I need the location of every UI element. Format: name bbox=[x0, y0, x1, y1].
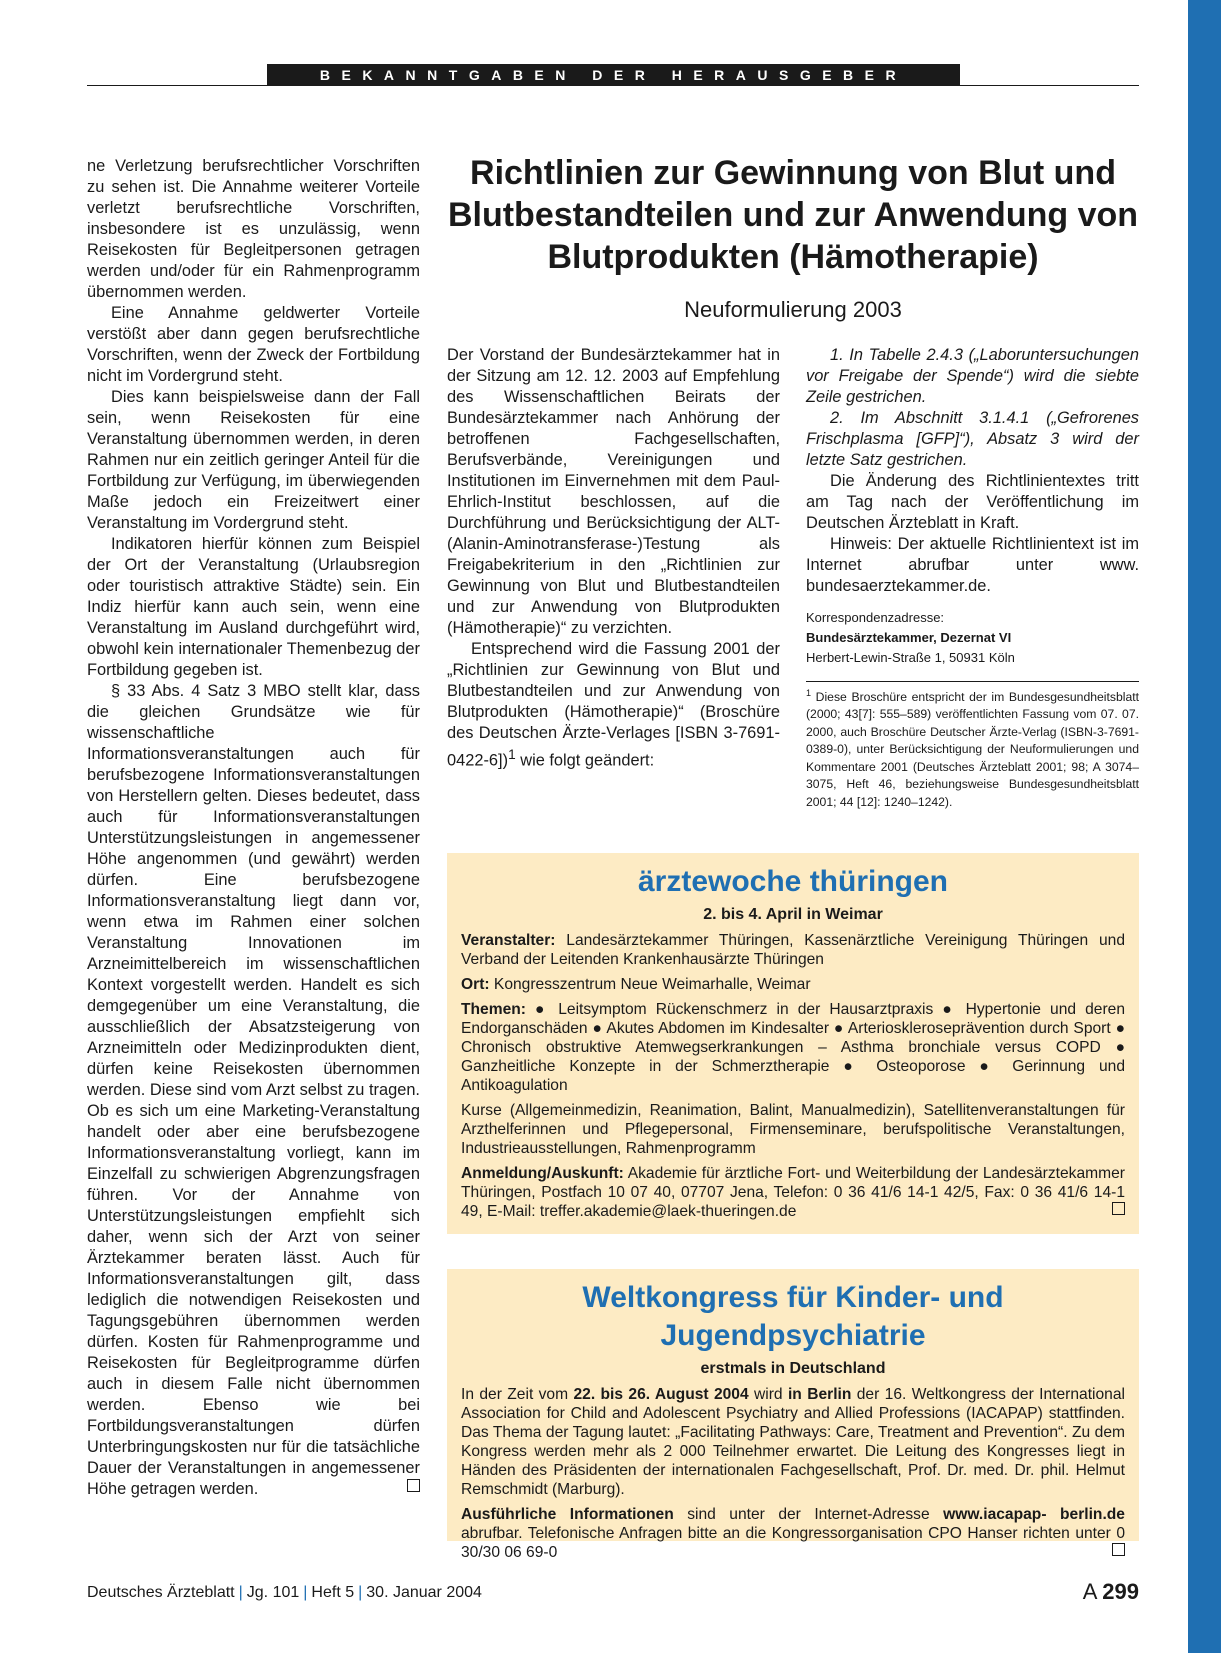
end-mark-icon bbox=[1112, 1543, 1125, 1556]
paragraph bbox=[87, 681, 420, 1500]
box-label: Ort: bbox=[461, 976, 490, 993]
paragraph: Eine Annahme geldwerter Vorteile verstößt aber dann gegen berufsrechtliche Vorschriften, wenn der Zweck der Fortbildung nicht im Vordergrund steht. bbox=[87, 304, 420, 385]
box-text: In der Zeit vom bbox=[461, 1386, 574, 1403]
paragraph: ne Verletzung berufsrechtlicher Vorschriften zu sehen ist. Die Annahme weiterer Vorteile verletzt berufsrechtliche Vorschriften, insbesondere ist es unzulässig, wenn Reisekosten für Begleitpersonen getragen werden und/oder für ein Rahmenprogramm übernommen werden. bbox=[87, 157, 420, 301]
end-mark-icon bbox=[407, 1479, 420, 1492]
box-paragraph bbox=[461, 931, 1125, 969]
header-rule bbox=[87, 85, 1139, 86]
event-place: in Berlin bbox=[787, 1386, 852, 1403]
box-subtitle: erstmals in Deutschland bbox=[700, 1360, 886, 1377]
box-text: ● Leitsymptom Rückenschmerz in der Hausarztpraxis ● Hypertonie und deren Endorganschäden ● Akutes Abdomen im Kindesalter ● Arterioskleroseprävention durch Sport ● Chronisch obstruktive Atemwegserkrankungen – Asthma bronchiale versus COPD ● Ganzheitliche Konzepte in der Schmerztherapie ● Osteoporose ● Gerinnung und Antikoagulation bbox=[461, 1001, 1125, 1094]
event-date: 22. bis 26. August 2004 bbox=[573, 1386, 749, 1403]
paragraph: Indikatoren hierfür können zum Beispiel der Ort der Veranstaltung (Urlaubsregion oder touristisch attraktive Städte) sein. Ein Indiz hierfür kann auch sein, wenn eine Veranstaltung im Ausland durchgeführt wird, obwohl kein internationaler Themenbezug der Fortbildung gegeben ist. bbox=[87, 535, 420, 679]
paragraph: Dies kann beispielsweise dann der Fall sein, wenn Reisekosten für eine Veranstaltung übernommen werden, in deren Rahmen nur ein zeitlich geringer Anteil für die Fortbildung zur Verfügung, im überwiegenden Maße jedoch ein Freizeitwert einer Veranstaltung im Vordergrund steht. bbox=[87, 388, 420, 532]
paragraph-text: wie folgt geändert: bbox=[515, 751, 655, 770]
box-text: der 16. Weltkongress der International Association for Child and Adolescent Psychiatry and Allied Professions (IACAPAP) stattfinden. Das Thema der Tagung lautet: „Facilitating Pathways: Care, Treatment and Prevention“. Zu dem Kongress werden mehr als 2 000 Teilnehmer erwartet. Die Leitung des Kongresses liegt in Händen des Präsidenten der internationalen Fachgesellschaft, Prof. Dr. med. Dr. phil. Helmut Remschmidt (Marburg). bbox=[461, 1386, 1125, 1498]
box-paragraph: Kurse (Allgemeinmedizin, Reanimation, Balint, Manualmedizin), Satellitenveranstaltungen für Arzthelferinnen und Pflegepersonal, Firmenseminare, berufspolitische Veranstaltungen, Industrieausstellungen, Rahmenprogramm bbox=[461, 1102, 1125, 1157]
left-column bbox=[87, 156, 420, 1500]
section-header: BEKANNTGABEN DER HERAUSGEBER bbox=[267, 64, 960, 86]
page-footer bbox=[87, 1583, 482, 1603]
box-text: Landesärztekammer Thüringen, Kassenärztliche Vereinigung Thüringen und Verband der Leitenden Krankenhausärzte Thüringen bbox=[461, 932, 1125, 968]
issue-date: 30. Januar 2004 bbox=[366, 1584, 482, 1601]
announcement-box-weltkongress bbox=[447, 1269, 1139, 1561]
journal-name: Deutsches Ärzteblatt bbox=[87, 1584, 235, 1601]
box-label: Themen: bbox=[461, 1001, 526, 1018]
box-label: Veranstalter: bbox=[461, 932, 556, 949]
correspondence-name: Bundesärztekammer, Dezernat VI bbox=[806, 630, 1012, 645]
footnote-ref: 1 bbox=[508, 747, 516, 762]
footer-separator: | bbox=[238, 1584, 243, 1601]
correspondence-label: Korrespondenzadresse: bbox=[806, 610, 945, 625]
box-text: abrufbar. Telefonische Anfragen bitte an die Kongressorganisation CPO Hanser richten unter 0 30/30 06 69-0 bbox=[461, 1525, 1125, 1561]
page-number bbox=[1040, 1578, 1139, 1606]
footnote-mark: 1 bbox=[806, 688, 812, 698]
box-text: Akademie für ärztliche Fort- und Weiterbildung der Landesärztekammer Thüringen, Postfach 10 07 40, 07707 Jena, Telefon: 0 36 41/6 14-1 42/5, Fax: 0 36 41/6 14-1 49, E-Mail: treffer.akademie@laek-thueringen.de bbox=[461, 1165, 1125, 1220]
announcement-box-aerztewoche bbox=[447, 853, 1139, 1234]
box-subtitle: 2. bis 4. April in Weimar bbox=[703, 906, 883, 923]
paragraph: 1. In Tabelle 2.4.3 („Laboruntersuchungen vor Freigabe der Spende“) wird die siebte Zeile gestrichen. bbox=[806, 346, 1139, 406]
journal-volume: Jg. 101 bbox=[246, 1584, 300, 1601]
box-paragraph bbox=[461, 1000, 1125, 1095]
box-paragraph bbox=[461, 1385, 1125, 1499]
box-label: Anmeldung/Auskunft: bbox=[461, 1165, 624, 1182]
box-title: Weltkongress für Kinder- und Jugendpsychiatrie bbox=[582, 1281, 1004, 1352]
box-label: Ausführliche Informationen bbox=[461, 1506, 674, 1523]
paragraph: 2. Im Abschnitt 3.1.4.1 („Gefrorenes Frischplasma [GFP]“), Absatz 3 wird der letzte Satz gestrichen. bbox=[806, 409, 1139, 469]
article-subtitle: Neuformulierung 2003 bbox=[684, 297, 902, 322]
paragraph bbox=[447, 639, 780, 771]
box-title: ärztewoche thüringen bbox=[637, 865, 949, 898]
box-text: Kongresszentrum Neue Weimarhalle, Weimar bbox=[489, 976, 811, 993]
footnote-text: Diese Broschüre entspricht der im Bundesgesundheitsblatt (2000; 43[7]: 555–589) veröffentlichten Fassung vom 07. 07. 2000, auch Broschüre Deutscher Ärzte-Verlag (ISBN-3-7691-0389-0), unter Berücksichtigung der Neuformulierungen und Kommentare 2001 (Deutsches Ärzteblatt 2001; 98; A 3074–3075, Heft 46, beziehungsweise Bundesgesundheitsblatt 2001; 44 [12]: 1240–1242). bbox=[806, 690, 1139, 809]
side-color-bar bbox=[1188, 0, 1221, 1653]
box-paragraph bbox=[461, 1505, 1125, 1562]
end-mark-icon bbox=[1112, 1202, 1125, 1215]
article-column-middle bbox=[447, 345, 780, 771]
page-prefix: A bbox=[1082, 1579, 1103, 1604]
paragraph: Die Änderung des Richtlinientextes tritt am Tag nach der Veröffentlichung im Deutschen Ärzteblatt in Kraft. bbox=[806, 472, 1139, 532]
paragraph-text: Entsprechend wird die Fassung 2001 der „Richtlinien zur Gewinnung von Blut und Blutbestandteilen und zur Anwendung von Blutprodukten (Hämotherapie)“ (Broschüre des Deutschen Ärzte-Verlages [ISBN 3-7691-0422-6]) bbox=[447, 640, 780, 770]
paragraph: Hinweis: Der aktuelle Richtlinientext ist im Internet abrufbar unter www. bundesaerztekammer.de. bbox=[806, 535, 1139, 595]
footnote bbox=[806, 685, 1139, 811]
footnote-rule bbox=[806, 681, 1139, 682]
page-number-value: 299 bbox=[1102, 1579, 1139, 1604]
box-text: wird bbox=[748, 1386, 788, 1403]
article-title: Richtlinien zur Gewinnung von Blut und Blutbestandteilen und zur Anwendung von Blutprodukten (Hämotherapie) bbox=[447, 154, 1139, 276]
website-link[interactable]: www.iacapap- berlin.de bbox=[943, 1506, 1125, 1523]
paragraph-text: § 33 Abs. 4 Satz 3 MBO stellt klar, dass die gleichen Grundsätze wie für wissenschaftliche Informationsveranstaltungen auch für berufsbezogene Informationsveranstaltungen von Herstellern gelten. Dieses bedeutet, dass auch für Informationsveranstaltungen Unterstützungsleistungen in angemessener Höhe angenommen (und gewährt) werden dürfen. Eine berufsbezogene Informationsveranstaltung liegt dann vor, wenn etwa im Rahmen einer solchen Veranstaltung Innovationen im Arzneimittelbereich im wissenschaftlichen Kontext vorgestellt werden. Handelt es sich demgegenüber um eine Veranstaltung, die ausschließlich der Absatzsteigerung von Arzneimitteln oder Medizinprodukten dient, dürfen keine Reisekosten übernommen werden. Diese sind vom Arzt selbst zu tragen. Ob es sich um eine Marketing-Veranstaltung handelt oder aber eine berufsbezogene Informationsveranstaltung vorliegt, kann im Einzelfall zu schwierigen Abgrenzungsfragen führen. Vor der Annahme von Unterstützungsleistungen empfiehlt sich daher, wenn sich der Arzt von seiner Ärztekammer beraten lässt. Auch für Informationsveranstaltungen gilt, dass lediglich die notwendigen Reisekosten und Tagungsgebühren übernommen werden dürfen. Kosten für Rahmenprogramme und Reisekosten für Begleitprogramme dürfen auch in diesem Falle nicht übernommen werden. Ebenso wie bei Fortbildungsveranstaltungen dürfen Unterbringungskosten nur für die tatsächliche Dauer der Veranstaltungen in angemessener Höhe getragen werden. bbox=[87, 682, 420, 1498]
box-paragraph bbox=[461, 975, 1125, 994]
article-column-right bbox=[806, 345, 1139, 597]
correspondence-address bbox=[806, 608, 1139, 668]
paragraph: Der Vorstand der Bundesärztekammer hat in der Sitzung am 12. 12. 2003 auf Empfehlung des Wissenschaftlichen Beirats der Bundesärztekammer nach Anhörung der betroffenen Fachgesellschaften, Berufsverbände, Vereinigungen und Institutionen im Einvernehmen mit dem Paul-Ehrlich-Institut beschlossen, auf die Durchführung und Berücksichtigung der ALT-(Alanin-Aminotransferase-)Testung als Freigabekriterium in den „Richtlinien zur Gewinnung von Blut und Blutbestandteilen und zur Anwendung von Blutprodukten (Hämotherapie)“ zu verzichten. bbox=[447, 346, 780, 637]
journal-issue: Heft 5 bbox=[311, 1584, 355, 1601]
box-paragraph bbox=[461, 1164, 1125, 1221]
correspondence-street: Herbert-Lewin-Straße 1, 50931 Köln bbox=[806, 650, 1015, 665]
footer-separator: | bbox=[303, 1584, 308, 1601]
box-text: sind unter der Internet-Adresse bbox=[673, 1506, 944, 1523]
footer-separator: | bbox=[358, 1584, 363, 1601]
